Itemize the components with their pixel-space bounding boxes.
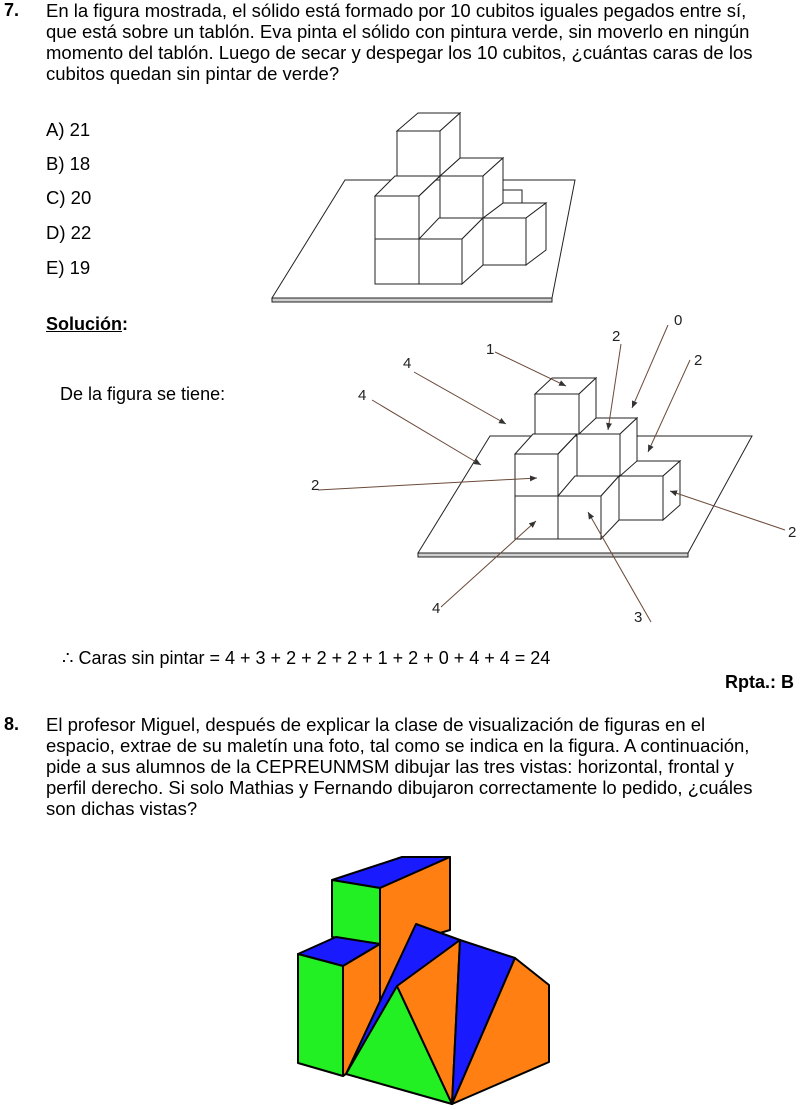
solution-intro: De la figura se tiene:	[60, 384, 226, 404]
arrow-4-left	[372, 400, 481, 465]
board-edge	[272, 298, 552, 302]
cube-face	[397, 131, 440, 176]
problem-8-line: El profesor Miguel, después de explicar la clase de visualización de figuras en el	[46, 714, 706, 735]
problem-7-line: cubitos quedan sin pintar de verde?	[46, 63, 340, 84]
cube-face	[558, 496, 601, 539]
upper-green-face	[332, 880, 380, 944]
cube-face	[483, 218, 526, 265]
cube-face	[375, 239, 419, 284]
arrow-4-top	[414, 372, 506, 424]
label-0: 0	[674, 312, 683, 329]
problem-7-line: que está sobre un tablón. Eva pinta el sólido con pintura verde, sin moverlo en ningún	[46, 21, 750, 42]
annotated-cubes-figure	[300, 305, 800, 630]
label-2-right: 2	[788, 524, 797, 541]
problem-8-number: 8.	[4, 714, 20, 734]
cube-face	[375, 196, 419, 239]
cube-face	[619, 476, 663, 520]
answer: Rpta.: B	[725, 672, 794, 692]
problem-7-number: 7.	[4, 0, 20, 20]
option-e: E) 19	[46, 257, 91, 278]
cube-face	[515, 454, 558, 496]
cube-face	[440, 176, 483, 218]
label-4-left: 4	[358, 387, 367, 404]
problem-7-line: En la figura mostrada, el sólido está formado por 10 cubitos iguales pegados entre sí,	[46, 0, 747, 21]
label-1: 1	[486, 341, 495, 358]
cube-face	[419, 239, 462, 284]
option-b: B) 18	[46, 153, 91, 174]
arrow-2-top	[608, 344, 621, 430]
label-2-top: 2	[612, 328, 621, 345]
label-3: 3	[634, 609, 643, 626]
board-edge	[418, 553, 688, 557]
problem-8-line: son dichas vistas?	[46, 798, 198, 819]
option-a: A) 21	[46, 119, 91, 140]
problem-8-line: pide a sus alumnos de la CEPREUNMSM dibujar las tres vistas: horizontal, frontal y	[46, 756, 734, 777]
problem-8-statement	[46, 714, 796, 819]
solution-heading-colon: :	[122, 314, 128, 334]
solution-heading-text: Solución	[46, 314, 122, 334]
arrow-1	[495, 352, 566, 386]
problem-8-line: espacio, extrae de su maletín una foto, tal como se indica en la figura. A continuación,	[46, 735, 750, 756]
label-2-left: 2	[311, 477, 320, 494]
option-d: D) 22	[46, 222, 92, 243]
lower-green-face	[298, 954, 343, 1076]
cubes-figure	[260, 105, 580, 310]
cube-face	[535, 394, 579, 434]
problem-8-line: perfil derecho. Si solo Mathias y Fernando dibujaron correctamente lo pedido, ¿cuáles	[46, 777, 753, 798]
solution-equation: ∴ Caras sin pintar = 4 + 3 + 2 + 2 + 2 + 1 + 2 + 0 + 4 + 4 = 24	[62, 648, 551, 668]
label-4-top: 4	[403, 355, 412, 372]
arrow-0	[632, 325, 668, 408]
problem-7-line: momento del tablón. Luego de secar y despegar los 10 cubitos, ¿cuántas caras de los	[46, 42, 753, 63]
problem-7-statement	[46, 0, 796, 84]
label-2-right-top: 2	[694, 352, 703, 369]
cube-face	[577, 434, 620, 476]
cube-face	[515, 496, 558, 539]
colored-solid-figure	[290, 850, 560, 1110]
option-c: C) 20	[46, 187, 92, 208]
label-4-bottom: 4	[432, 600, 441, 617]
solution-heading	[46, 314, 128, 335]
